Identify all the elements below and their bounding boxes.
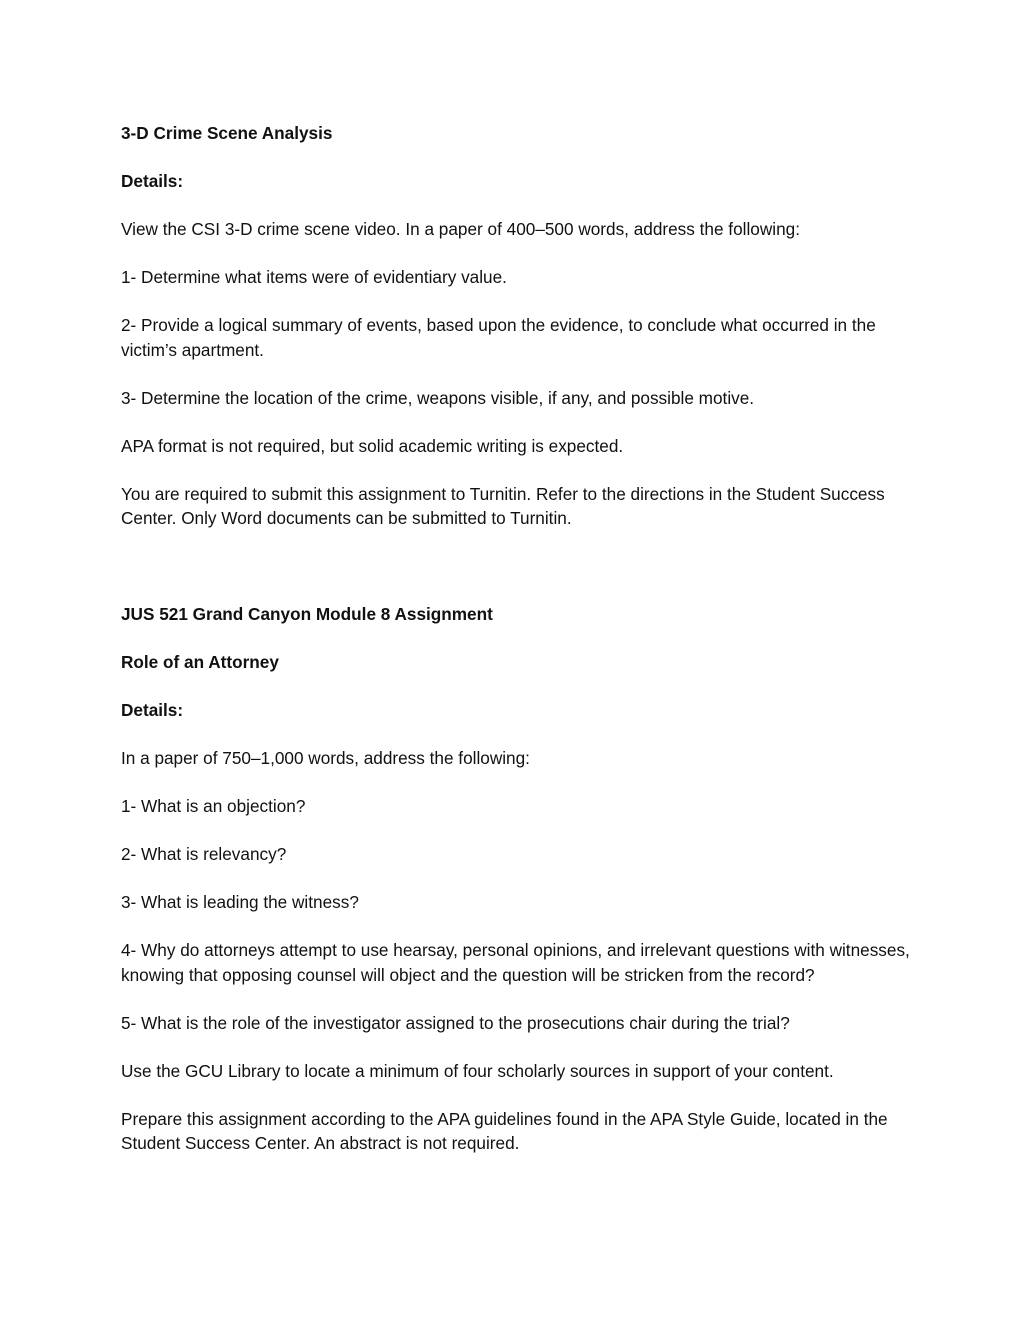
section2-sources-note: Use the GCU Library to locate a minimum of four scholarly sources in support of your content. [121, 1060, 834, 1081]
section2-item-2: 2- What is relevancy? [121, 844, 287, 864]
document-page [121, 121, 911, 1179]
section2-item-5: 5- What is the role of the investigator assigned to the prosecutions chair during the trial? [121, 1012, 790, 1033]
section-spacer [121, 554, 911, 602]
section1-item-3: 3- Determine the location of the crime, weapons visible, if any, and possible motive. [121, 387, 755, 408]
section1-title: 3-D Crime Scene Analysis [121, 123, 333, 143]
section2-item-3: 3- What is leading the witness? [121, 892, 359, 912]
section2-intro: In a paper of 750–1,000 words, address the following: [121, 748, 530, 768]
section2-item-4: 4- Why do attorneys attempt to use hearsay, personal opinions, and irrelevant questions with witnesses, knowing that opposing counsel will object and the question will be stricken from the record? [121, 940, 910, 985]
section2-course-title: JUS 521 Grand Canyon Module 8 Assignment [121, 604, 493, 624]
section1-submission-note: You are required to submit this assignment to Turnitin. Refer to the directions in the Student Success Center. Only Word documents can be submitted to Turnitin. [121, 483, 885, 528]
section1-item-2: 2- Provide a logical summary of events, based upon the evidence, to conclude what occurred in the victim’s apartment. [121, 315, 876, 360]
section2-item-1: 1- What is an objection? [121, 796, 306, 816]
section2-details-label: Details: [121, 700, 184, 720]
section2-title: Role of an Attorney [121, 652, 279, 672]
section1-item-1: 1- Determine what items were of evidentiary value. [121, 267, 507, 287]
section1-intro: View the CSI 3-D crime scene video. In a paper of 400–500 words, address the following: [121, 219, 800, 239]
section1-format-note: APA format is not required, but solid academic writing is expected. [121, 435, 624, 456]
section2-apa-note: Prepare this assignment according to the APA guidelines found in the APA Style Guide, located in the Student Success Center. An abstract is not required. [121, 1108, 888, 1153]
section1-details-label: Details: [121, 171, 184, 191]
